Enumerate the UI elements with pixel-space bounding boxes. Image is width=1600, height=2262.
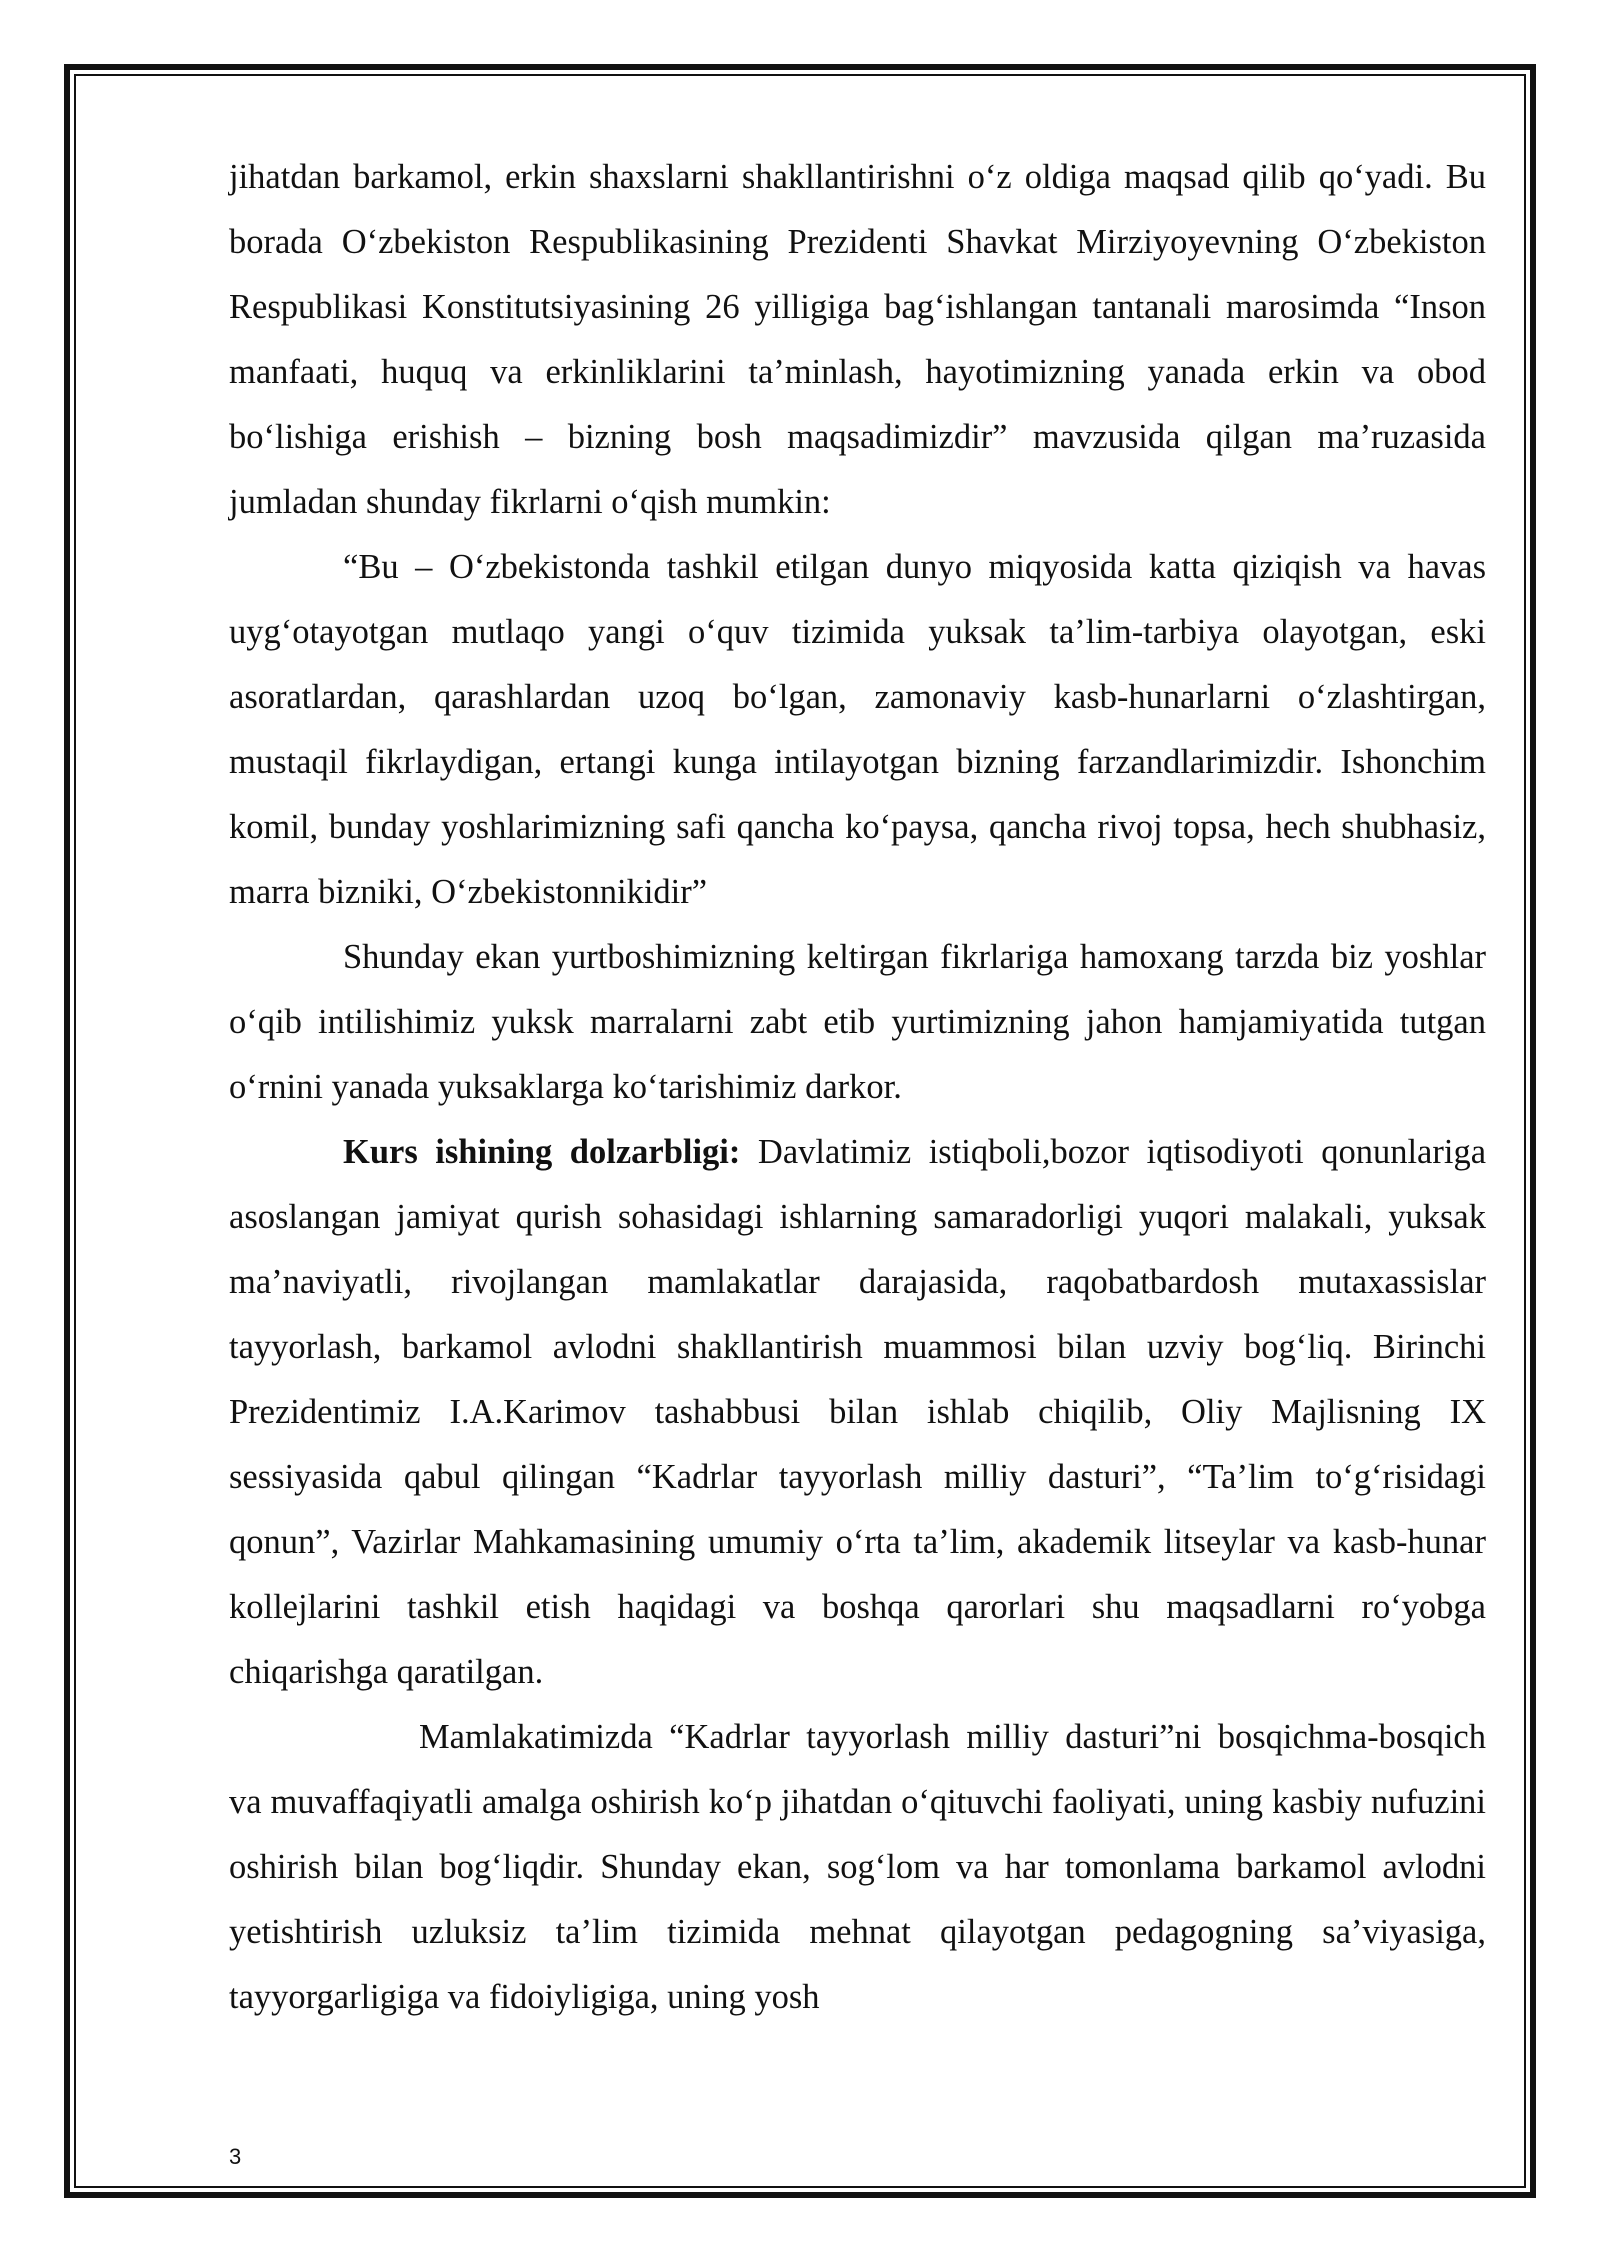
relevance-heading: Kurs ishining dolzarbligi:: [343, 1133, 741, 1171]
paragraph-3: [229, 925, 1486, 1120]
page-number: 3: [229, 2144, 242, 2169]
paragraph-relevance-text: Davlatimiz istiqboli,bozor iqtisodiyoti qonunlariga asoslangan jamiyat qurish sohasidagi ishlarning samaradorligi yuqori malakali, yuksak ma’naviyatli, rivojlangan mamlakatlar darajasida, raqobatbardosh mutaxassislar tayyorlash, barkamol avlodni shakllantirish muammosi bilan uzviy bog‘liq. Birinchi Prezidentimiz I.A.Karimov tashabbusi bilan ishlab chiqilib, Oliy Majlisning IX sessiyasida qabul qilingan “Kadrlar tayyorlash milliy dasturi”, “Ta’lim to‘g‘risidagi qonun”, Vazirlar Mahkamasining umumiy o‘rta ta’lim, akademik litseylar va kasb-hunar kollejlarini tashkil etish haqidagi va boshqa qarorlari shu maqsadlarni ro‘yobga chiqarishga qaratilgan.: [229, 1133, 1487, 1691]
paragraph-relevance: [229, 1120, 1486, 1705]
paragraph-quote-text: “Bu – O‘zbekistonda tashkil etilgan dunyo miqyosida katta qiziqish va havas uyg‘otayotgan mutlaqo yangi o‘quv tizimida yuksak ta’lim-tarbiya olayotgan, eski asoratlardan, qarashlardan uzoq bo‘lgan, zamonaviy kasb-hunarlarni o‘zlashtirgan, mustaqil fikrlaydigan, ertangi kunga intilayotgan bizning farzandlarimizdir. Ishonchim komil, bunday yoshlarimizning safi qancha ko‘paysa, qancha rivoj topsa, hech shubhasiz, marra bizniki, O‘zbekistonnikidir”: [229, 548, 1486, 911]
document-body: [229, 145, 1486, 2030]
paragraph-1: [229, 145, 1486, 535]
paragraph-5: [229, 1705, 1486, 2030]
paragraph-quote: [229, 535, 1486, 925]
paragraph-3-text: Shunday ekan yurtboshimizning keltirgan fikrlariga hamoxang tarzda biz yoshlar o‘qib intilishimiz yuksk marralarni zabt etib yurtimizning jahon hamjamiyatida tutgan o‘rnini yanada yuksaklarga ko‘tarishimiz darkor.: [229, 938, 1486, 1106]
paragraph-1-text: jihatdan barkamol, erkin shaxslarni shakllantirishni o‘z oldiga maqsad qilib qo‘yadi. Bu borada O‘zbekiston Respublikasining Prezidenti Shavkat Mirziyoyevning O‘zbekiston Respublikasi Konstitutsiyasining 26 yilligiga bag‘ishlangan tantanali marosimda “Inson manfaati, huquq va erkinliklarini ta’minlash, hayotimizning yanada erkin va obod bo‘lishiga erishish – bizning bosh maqsadimizdir” mavzusida qilgan ma’ruzasida jumladan shunday fikrlarni o‘qish mumkin:: [229, 158, 1486, 521]
paragraph-5-text: Mamlakatimizda “Kadrlar tayyorlash milliy dasturi”ni bosqichma-bosqich va muvaffaqiyatli amalga oshirish ko‘p jihatdan o‘qituvchi faoliyati, uning kasbiy nufuzini oshirish bilan bog‘liqdir. Shunday ekan, sog‘lom va har tomonlama barkamol avlodni yetishtirish uzluksiz ta’lim tizimida mehnat qilayotgan pedagogning sa’viyasiga, tayyorgarligiga va fidoiyligiga, uning yosh: [229, 1718, 1486, 2016]
